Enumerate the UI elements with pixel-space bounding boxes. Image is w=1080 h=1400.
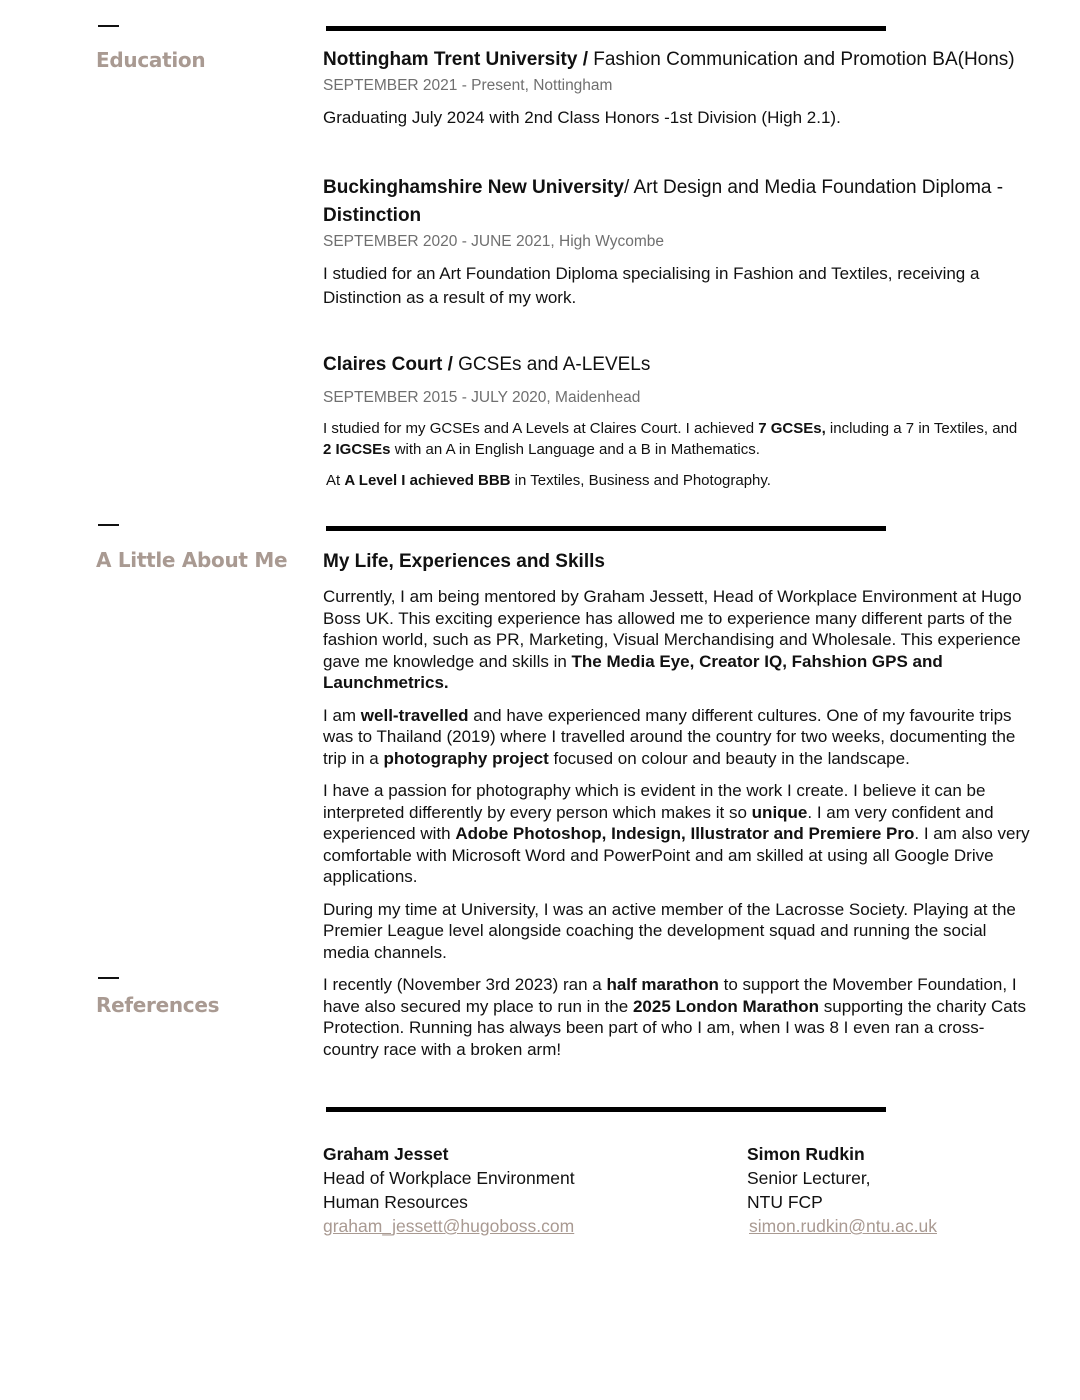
references-heading: References [96,993,220,1017]
reference-email-link[interactable]: graham_jessett@hugoboss.com [323,1216,575,1236]
para-text: . I am also very comfortable with Microsoft Word and PowerPoint and am skilled at using all Google Drive applications. [323,824,1030,886]
entry-description: I studied for an Art Foundation Diploma specialising in Fashion and Textiles, receiving a Distinction as a result of my work. [323,264,980,307]
entry-description-alevel [323,470,1028,491]
para-text: focused on colour and beauty in the landscape. [548,748,910,768]
about-paragraph [323,586,1033,694]
para-text: I have a passion for photography which is evident in the work I create. I believe it can be interpreted differently by every person which makes it so [323,781,986,822]
desc-text: At [326,472,345,489]
reference-card [747,1142,937,1238]
course-name: Fashion Communication and Promotion BA(Hons) [587,49,1015,70]
desc-bold: A Level I achieved BBB [344,472,511,489]
section-rule [326,526,886,531]
about-paragraph [323,974,1033,1060]
school-name: Claires Court / [323,354,453,375]
course-name: / Art Design and Media Foundation Diploma - [623,177,1004,198]
desc-text: including a 7 in Textiles, and [825,420,1018,437]
desc-text: in Textiles, Business and Photography. [510,472,771,489]
course-name: GCSEs and A-LEVELs [452,354,651,375]
entry-meta: SEPTEMBER 2015 - JULY 2020, Maidenhead [323,389,641,406]
desc-bold: 2 IGCSEs [323,441,391,458]
entry-meta: SEPTEMBER 2021 - Present, Nottingham [323,77,613,94]
section-rule [326,26,886,31]
section-dash [98,977,119,979]
desc-text: I studied for my GCSEs and A Levels at Claires Court. I achieved [323,420,759,437]
course-distinction: Distinction [323,205,422,226]
para-bold: well-travelled [360,705,469,725]
para-text: to support the Movember Foundation, I have also secured my place to run in the [323,975,1017,1016]
para-text: I recently (November 3rd 2023) ran a [323,975,607,994]
para-text: I am [323,705,361,725]
para-bold: The Media Eye, Creator IQ, Fahshion GPS and Launchmetrics. [323,651,943,692]
about-paragraph [323,705,1033,770]
para-text: supporting the charity Cats Protection. Running has always been part of who I am, when I was 8 I even ran a cross-country race with a broken arm! [323,996,1026,1059]
education-entry [323,174,1028,310]
reference-department: Human Resources [323,1192,468,1212]
para-text: Currently, I am being mentored by Graham Jessett, Head of Workplace Environment at Hugo Boss UK. This exciting experience has allowed me to experience many different parts of the fashion world, such as PR, Marketing, Visual Merchandising and Wholesale. This experience gave me knowledge and skills in [323,587,1022,671]
entry-title [323,46,1028,74]
section-rule [326,1107,886,1112]
entry-title [323,351,1028,379]
about-section [323,548,1033,1071]
reference-email-link[interactable]: simon.rudkin@ntu.ac.uk [749,1216,937,1236]
about-heading: A Little About Me [96,548,288,572]
about-subheading: My Life, Experiences and Skills [323,551,605,572]
education-heading: Education [96,48,206,72]
section-dash [98,524,119,526]
education-entry [323,46,1028,130]
reference-title: Head of Workplace Environment [323,1168,575,1188]
about-paragraph: During my time at University, I was an active member of the Lacrosse Society. Playing at the Premier League level alongside coaching the development squad and running the social media channels. [323,899,1016,962]
para-bold: Adobe Photoshop, Indesign, Illustrator and Premiere Pro [455,824,915,843]
para-bold: unique [751,802,808,822]
desc-bold: 7 GCSEs, [758,420,826,437]
reference-title: Senior Lecturer, [747,1168,871,1188]
para-text: and have experienced many different cultures. One of my favourite trips was to Thailand (2019) where I travelled around the country for two weeks, documenting the trip in a [323,705,1016,768]
entry-description [323,418,1028,460]
entry-meta: SEPTEMBER 2020 - JUNE 2021, High Wycombe [323,233,664,250]
para-bold: half marathon [606,975,719,994]
section-dash [98,25,119,27]
para-bold: photography project [383,748,549,768]
entry-description: Graduating July 2024 with 2nd Class Honors -1st Division (High 2.1). [323,108,841,127]
education-entry [323,351,1028,491]
reference-name: Simon Rudkin [747,1144,865,1164]
desc-text: with an A in English Language and a B in Mathematics. [390,441,760,458]
reference-department: NTU FCP [747,1192,823,1212]
para-text: . I am very confident and experienced with [323,802,994,843]
school-name: Buckinghamshire New University [323,177,624,198]
about-paragraph [323,780,1033,888]
entry-title [323,174,1028,230]
school-name: Nottingham Trent University / [323,49,588,70]
reference-card [323,1142,575,1238]
reference-name: Graham Jesset [323,1144,449,1164]
para-bold: 2025 London Marathon [632,996,820,1016]
